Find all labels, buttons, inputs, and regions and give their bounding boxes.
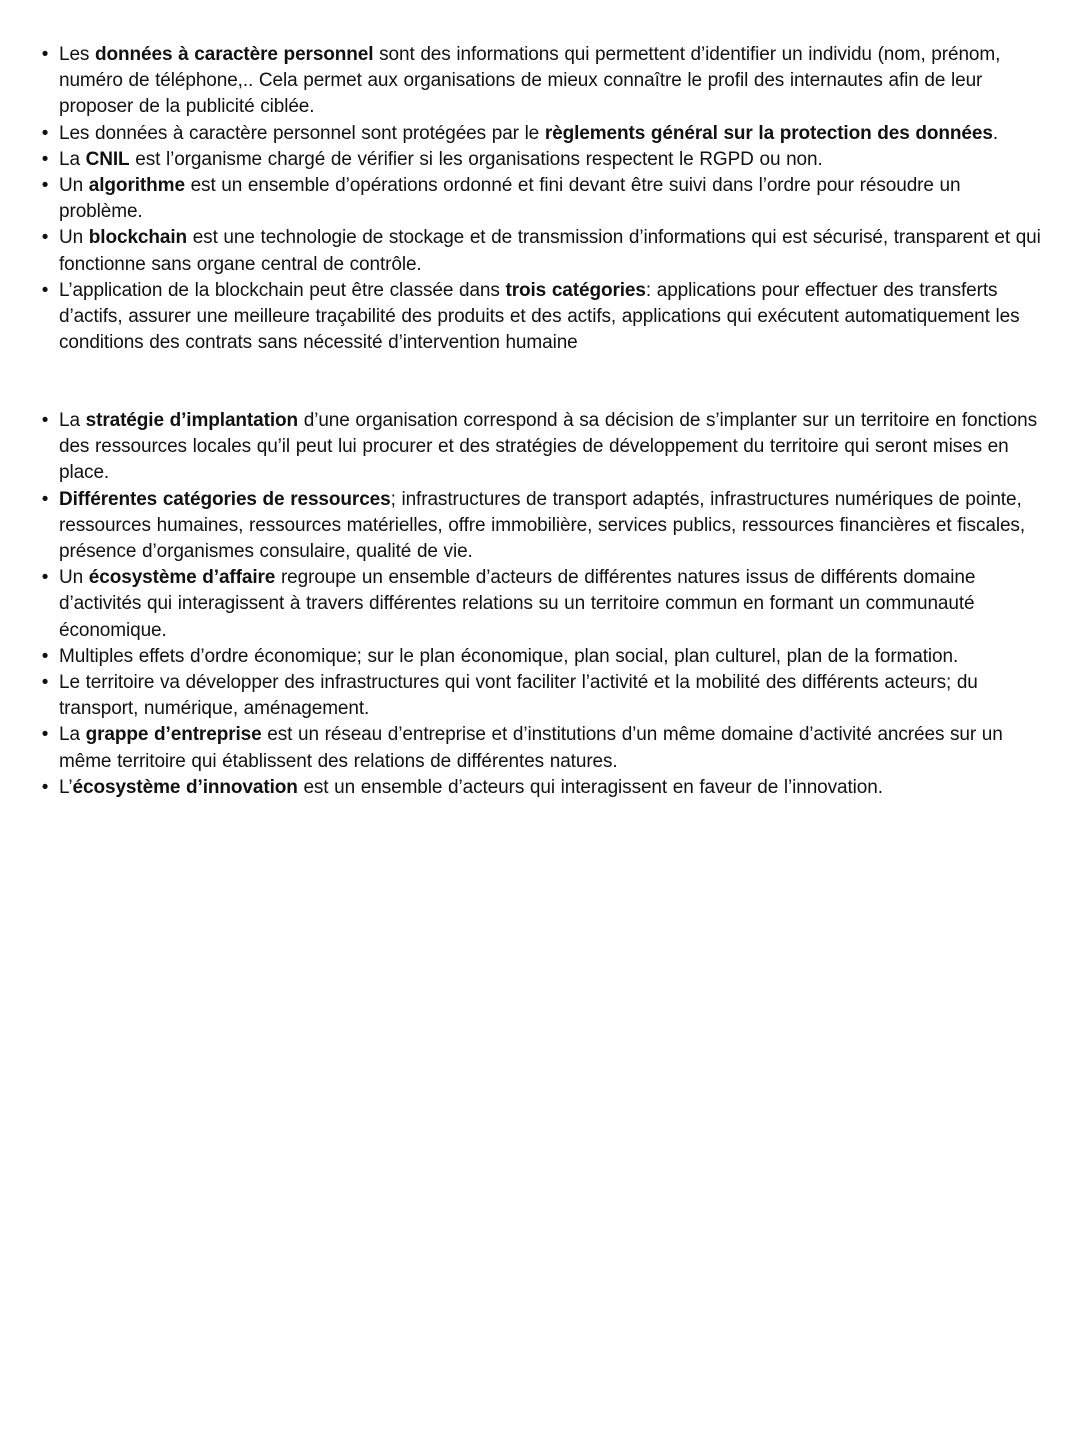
bullet-icon: • [41,279,49,301]
key-term: règlements général sur la protection des données [544,122,993,144]
list-item: • La stratégie d’implantation d’une organisation correspond à sa décision de s’implanter sur un territoire en fonctions des ressources locales qu’il peut lui procurer et des stratégies de développement du territoire qui seront mises en place. [41,410,1037,484]
key-term: données à caractère personnel [95,44,374,65]
bullet-icon: • [41,175,49,197]
list-item: • Les données à caractère personnel sont des informations qui permettent d’identifier un individu (nom, prénom, numéro de téléphone,.. Cela permet aux organisations de mieux connaître le profil des internautes afin de leur proposer de la publicité ciblée. [41,44,1001,118]
list-item: • Un écosystème d’affaire regroupe un ensemble d’acteurs de différentes natures issus de différents domaine d’activités qui interagissent à travers différentes relations su un territoire commun en formant un communauté économique. [41,567,976,641]
key-term: Différentes catégories de ressources [59,488,391,510]
list-item: • L’écosystème d’innovation est un ensemble d’acteurs qui interagissent en faveur de l’innovation. [59,775,1044,801]
key-term: stratégie d’implantation [85,410,299,431]
key-term: blockchain [88,227,188,249]
key-term: CNIL [85,148,130,170]
list-item: • Le territoire va développer des infrastructures qui vont faciliter l’activité et la mobilité des différents acteurs; du transport, numérique, aménagement. [41,672,978,720]
bullet-icon: • [41,122,49,144]
key-term: algorithme [88,175,185,197]
bullet-icon: • [41,567,49,589]
list-item: • L’application de la blockchain peut être classée dans trois catégories: applications pour effectuer des transferts d’actifs, assurer une meilleure traçabilité des produits et des actifs, applications qui exécutent automatiquement les conditions des contrats sans nécessité d’intervention humaine [41,279,1020,354]
key-term: grappe d’entreprise [85,724,262,746]
list-item: • Multiples effets d’ordre économique; sur le plan économique, plan social, plan culturel, plan de la formation. [59,644,1044,670]
bullet-icon: • [41,776,49,798]
bullet-icon: • [41,44,49,65]
bullet-icon: • [41,672,49,694]
bullet-icon: • [41,724,49,746]
bullet-list-digital [41,42,1044,356]
list-item: • La CNIL est l’organisme chargé de vérifier si les organisations respectent le RGPD ou non. [59,147,1044,173]
bullet-icon: • [41,488,49,510]
list-item: • Un blockchain est une technologie de stockage et de transmission d’informations qui est sécurisé, transparent et qui fonctionne sans organe central de contrôle. [41,227,1041,275]
bullet-icon: • [41,410,49,431]
bullet-icon: • [41,645,49,667]
key-term: trois catégories [505,279,646,301]
list-item: • Les données à caractère personnel sont protégées par le règlements général sur la protection des données. [59,121,1044,147]
list-item: • Un algorithme est un ensemble d’opérations ordonné et fini devant être suivi dans l’ordre pour résoudre un problème. [41,175,961,223]
list-item: • Différentes catégories de ressources; infrastructures de transport adaptés, infrastructures numériques de pointe, ressources humaines, ressources matérielles, offre immobilière, services publics, ressources financières et fiscales, présence d’organismes consulaire, qualité de vie. [41,488,1025,563]
bullet-icon: • [41,148,49,170]
key-term: écosystème d’affaire [88,567,276,589]
bullet-icon: • [41,227,49,249]
bullet-list-territory [41,408,1044,801]
list-item: • La grappe d’entreprise est un réseau d’entreprise et d’institutions d’un même domaine d’activité ancrées sur un même territoire qui établissent des relations de différentes natures. [41,724,1003,772]
key-term: écosystème d’innovation [72,776,298,798]
